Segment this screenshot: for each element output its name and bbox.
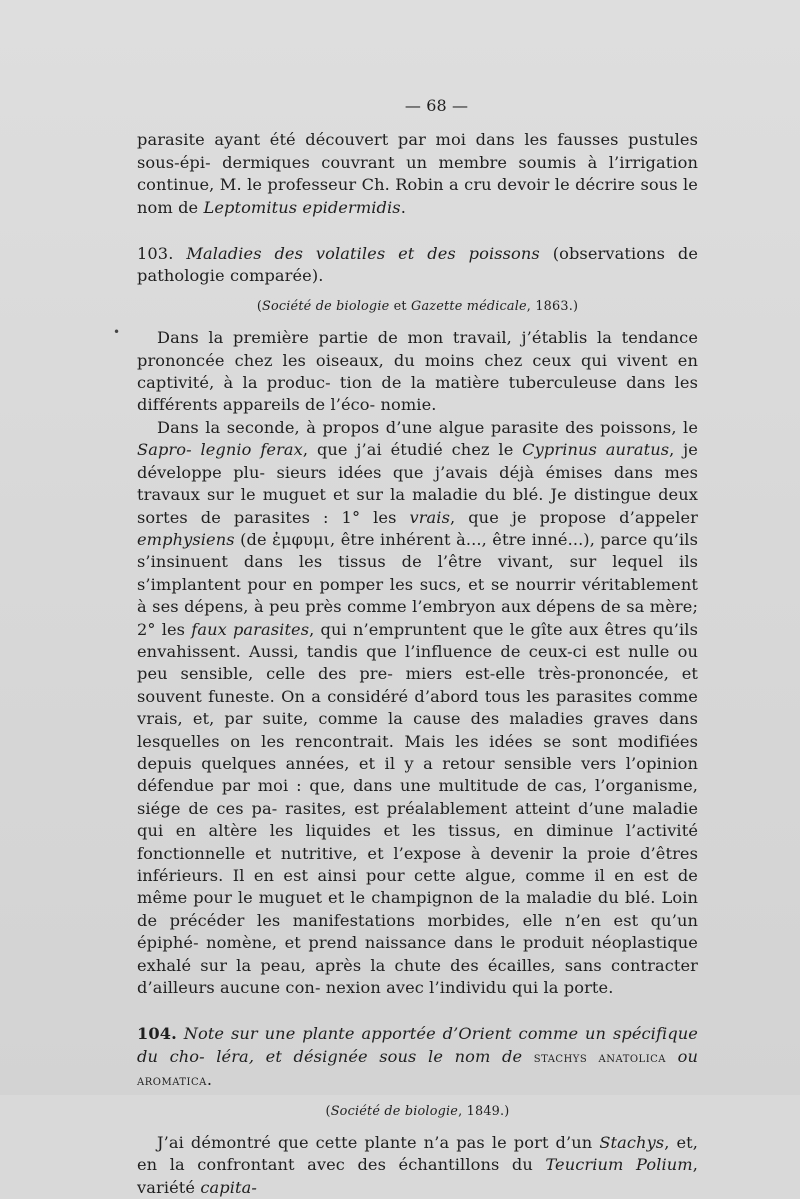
section-103-paragraph-2: Dans la seconde, à propos d’une algue parasite des poissons, le Sapro- legnio ferax, que j’ai étudié chez le Cyprinus auratus, je développe plu- sieurs idées que j’avais déjà émises dans mes travaux sur le muguet et sur la maladie du blé. Je distingue deux sortes de parasites : 1° les vrais, que je propose d’appeler emphysiens (de ἐμφυμι, être inhérent à..., être inné...), parce qu’ils s’insinuent dans les tissus de l’être vivant, sur lequel ils s’implantent pour en pomper les sucs, et se nourrir véritablement à ses dépens, à peu près comme l’embryon aux dépens de sa mère; 2° les faux parasites, qui n’empruntent que le gîte aux êtres qu’ils envahissent. Aussi, tandis que l’influence de ceux-ci est nulle ou peu sensible, celle des pre- miers est-elle très-prononcée, et souvent funeste. On a considéré d’abord tous les parasites comme vrais, et, par suite, comme la cause des maladies graves dans lesquelles on les rencontrait. Mais les idées se sont modifiées depuis quelques années, et il y a retour sensible vers l’opinion défendue par moi : que, dans une multitude de cas, l’organisme, siége de ces pa- rasites, est préalablement atteint d’une maladie qui en altère les liquides et les tissus, en diminue l’activité fonctionnelle et nutritive, et l’expose à devenir la proie d’êtres inférieurs. Il en est ainsi pour cette algue, comme il en est de même pour le muguet et le champignon de la maladie du blé. Loin de précéder les manifestations morbides, elle n’en est qu’un épiphé- nomène, et prend naissance dans le produit néoplastique exhalé sur la peau, après la chute des écailles, sans contracter d’ailleurs aucune con- nexion avec l’individu qui la porte. xyxy=(137,417,699,998)
section-103-subtitle: (observations de pathologie comparée). xyxy=(137,244,699,286)
p1-species-name: Leptomitus epidermidis xyxy=(203,197,401,217)
page-content xyxy=(137,95,698,1199)
margin-dot: • xyxy=(113,325,121,339)
continuation-paragraph xyxy=(137,129,698,219)
p1-end: . xyxy=(400,197,406,217)
section-103-number: 103. xyxy=(137,244,174,264)
section-103-source-journal-1: Société de biologie xyxy=(262,298,390,314)
section-104-title: Note sur une plante apportée d’Orient comme un spécifique du cho- léra, et désignée sous le nom de xyxy=(137,1024,698,1066)
section-103-title: Maladies des volatiles et des poissons xyxy=(186,244,540,264)
page-number: — 68 — xyxy=(404,96,469,115)
section-103-heading xyxy=(137,243,698,288)
section-104-source: (Société de biologie, 1849.) xyxy=(325,1103,510,1119)
section-104-heading: 104. Note sur une plante apportée d’Orient comme un spécifique du cho- léra, et désignée sous le nom de stachys anatolica ou aromatica. xyxy=(137,1024,698,1090)
section-104-number: 104. xyxy=(137,1024,177,1044)
section-103-source: (Société de biologie et Gazette médicale, 1863.) xyxy=(256,298,579,314)
section-103-paragraph-1: Dans la première partie de mon travail, j’établis la tendance prononcée chez les oiseaux, du moins chez ceux qui vivent en captivité, à la produc- tion de la matière tuberculeuse dans les différents appareils de l’éco- nomie. xyxy=(137,328,698,415)
section-104-paragraph-1: J’ai démontré que cette plante n’a pas le port d’un Stachys, et, en la confrontant avec des échantillons du Teucrium Polium, variété capita- xyxy=(137,1133,699,1197)
section-103-source-journal-2: Gazette médicale xyxy=(411,298,527,314)
p1-text: parasite ayant été découvert par moi dans les fausses pustules sous-épi- dermiques couvrant un membre soumis à l’irrigation continue, M. le professeur Ch. Robin a cru devoir le décrire sous le nom de xyxy=(137,130,698,217)
